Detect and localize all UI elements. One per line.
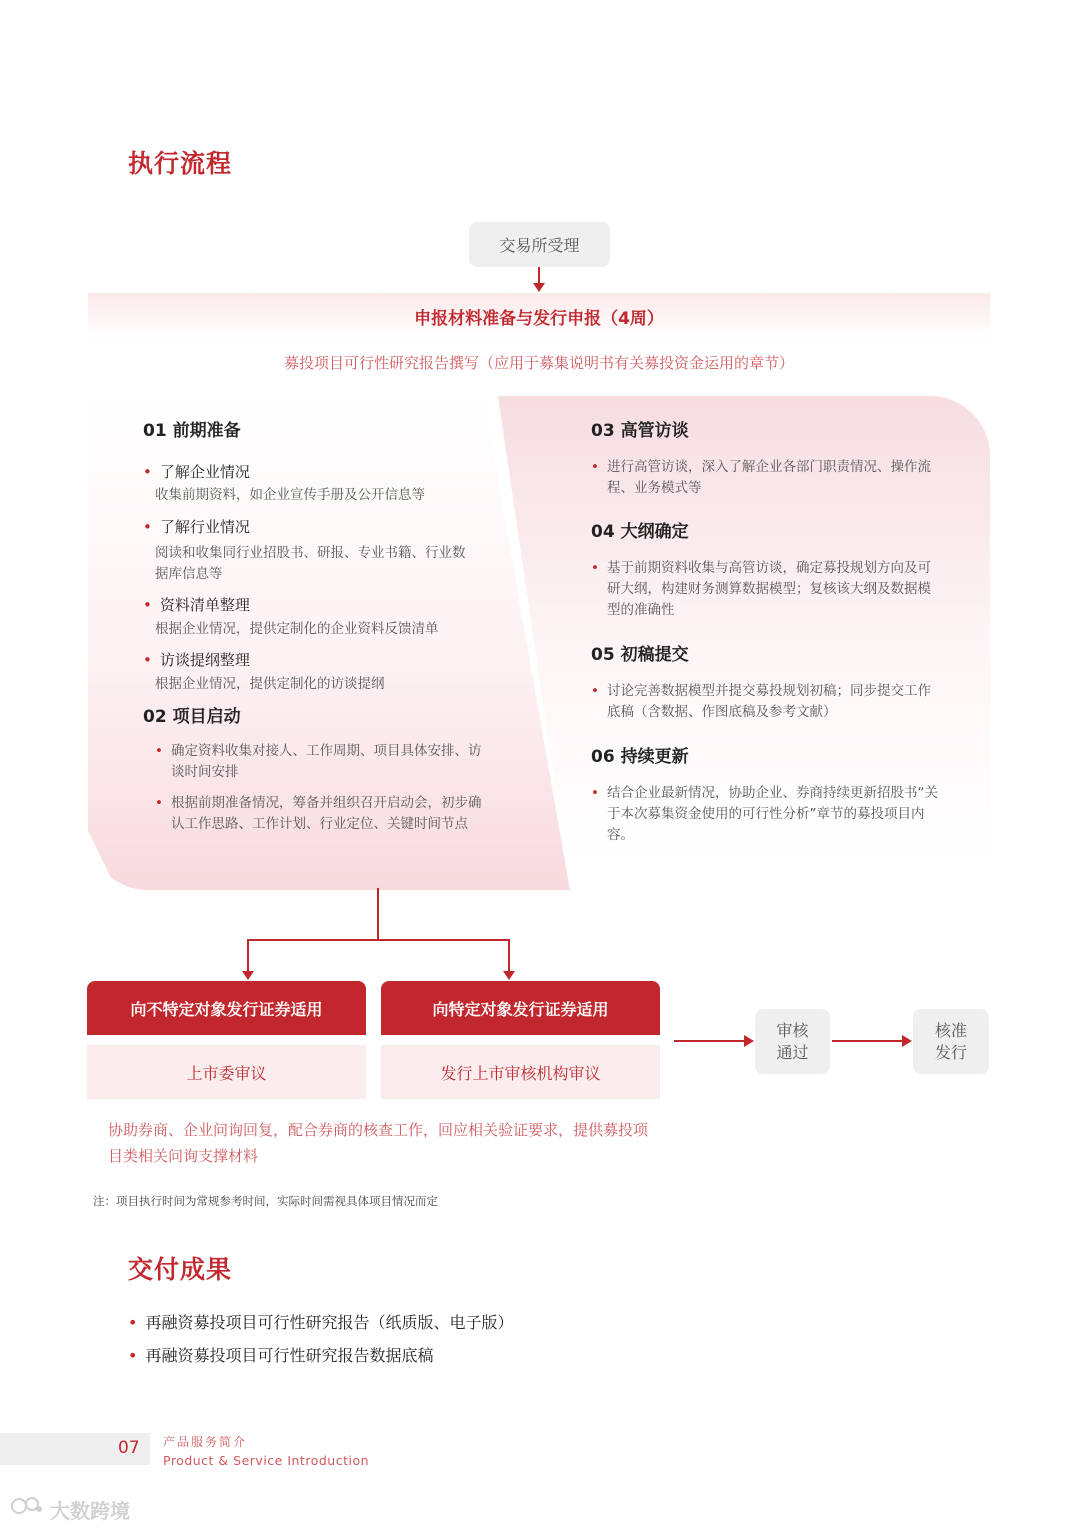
exchange-accept-box: 交易所受理 [469,222,610,267]
support-text: 协助券商、企业问询回复，配合券商的核查工作，回应相关验证要求，提供募投项目类相关问询支撑材料 [108,1121,649,1165]
step-01-item-title: • 了解行业情况 [143,516,483,537]
step-01-item [143,516,483,585]
arrow-down-icon [503,971,515,980]
step-01-item-desc: 阅读和收集同行业招股书、研报、专业书籍、行业数据库信息等 [155,545,466,582]
arrow-right-icon [902,1035,912,1047]
step-01-item-desc: 根据企业情况，提供定制化的访谈提纲 [155,676,385,692]
step-05-title: 05 初稿提交 [591,645,689,665]
filing-band: 申报材料准备与发行申报（4周） [88,293,990,340]
deliverable-item: • 再融资募投项目可行性研究报告数据底稿 [128,1343,433,1366]
connector-line [674,1040,746,1042]
footer-en: Product & Service Introduction [163,1453,370,1468]
branch-specified-body: 发行上市审核机构审议 [381,1045,660,1099]
connector-line [377,888,379,940]
connector-line [832,1040,904,1042]
branch-unspecified-head: 向不特定对象发行证券适用 [87,981,366,1035]
step-01-item-title: • 了解企业情况 [143,461,483,482]
page-number: 07 [118,1438,140,1458]
step-06-item: • 结合企业最新情况，协助企业、券商持续更新招股书“关于本次募集资金使用的可行性分析”章节的募投项目内容。 [591,783,941,846]
step-06-title: 06 持续更新 [591,747,689,767]
section-title-process: 执行流程 [128,149,233,178]
step-05 [591,640,941,723]
connector-line [508,939,510,972]
branch-specified-head: 向特定对象发行证券适用 [381,981,660,1035]
step-02-item: • 确定资料收集对接人、工作周期、项目具体安排、访谈时间安排 [143,741,486,783]
step-02-item: • 根据前期准备情况，筹备并组织召开启动会，初步确认工作思路、工作计划、行业定位、关键时间节点 [143,793,486,835]
step-03-title: 03 高管访谈 [591,421,689,441]
review-passed-box: 审核 通过 [755,1009,830,1074]
arrow-down-icon [533,283,545,292]
branch-unspecified-body: 上市委审议 [87,1045,366,1099]
step-01-item [143,461,483,506]
deliverable-item: • 再融资募投项目可行性研究报告（纸质版、电子版） [128,1310,513,1333]
step-02-title: 02 项目启动 [143,707,241,727]
connector-line [247,939,510,941]
step-05-item: • 讨论完善数据模型并提交募投规划初稿；同步提交工作底稿（含数据、作图底稿及参考文献） [591,681,941,723]
footnote: 注：项目执行时间为常规参考时间，实际时间需视具体项目情况而定 [93,1194,438,1208]
report-writing-subtitle: 募投项目可行性研究报告撰写（应用于募集说明书有关募投资金运用的章节） [283,354,794,372]
step-01-item-title: • 资料清单整理 [143,594,483,615]
step-03 [591,416,941,499]
step-04 [591,517,941,621]
step-01 [143,416,483,695]
step-01-title: 01 前期准备 [143,421,241,441]
step-02 [143,702,488,835]
step-01-item [143,594,483,640]
section-title-deliverables: 交付成果 [128,1255,233,1284]
watermark-logo-icon [10,1494,44,1518]
step-06 [591,742,941,846]
step-01-item-desc: 根据企业情况，提供定制化的企业资料反馈清单 [155,621,439,637]
step-04-item: • 基于前期资料收集与高管访谈，确定募投规划方向及可研大纲，构建财务测算数据模型；复核该大纲及数据模型的准确性 [591,558,941,621]
approve-issue-box: 核准 发行 [913,1009,989,1074]
watermark-text: 大数跨境 [50,1499,130,1523]
connector-line [247,939,249,972]
step-01-item-desc: 收集前期资料，如企业宣传手册及公开信息等 [155,487,425,503]
step-01-item [143,649,483,695]
step-03-item: • 进行高管访谈，深入了解企业各部门职责情况、操作流程、业务模式等 [591,457,941,499]
step-01-item-title: • 访谈提纲整理 [143,649,483,670]
arrow-right-icon [744,1035,754,1047]
step-04-title: 04 大纲确定 [591,522,689,542]
footer-cn: 产品服务简介 [163,1435,248,1449]
arrow-down-icon [242,971,254,980]
